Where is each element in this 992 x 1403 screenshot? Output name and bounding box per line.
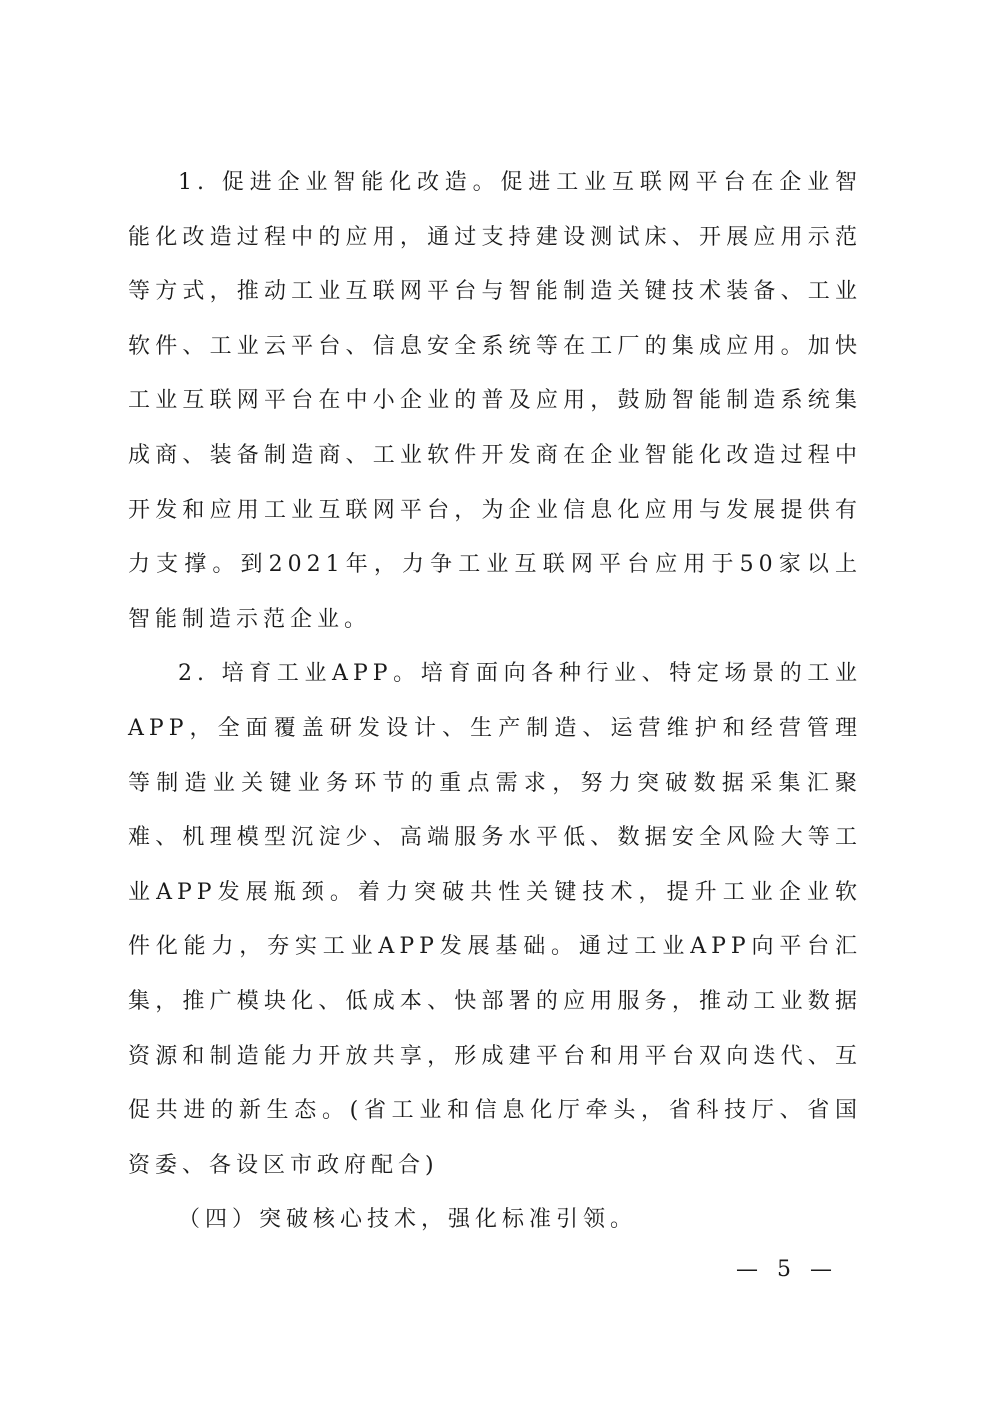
section-heading: （四）突破核心技术，强化标准引领。 (178, 1207, 638, 1233)
document-body (128, 156, 862, 1248)
paragraph-enterprise-intelligent-transformation: 1. 促进企业智能化改造。促进工业互联网平台在企业智能化改造过程中的应用，通过支持建设测试床、开展应用示范等方式，推动工业互联网平台与智能制造关键技术装备、工业软件、工业云平台、信息安全系统等在工厂的集成应用。加快工业互联网平台在中小企业的普及应用，鼓励智能制造系统集成商、装备制造商、工业软件开发商在企业智能化改造过程中开发和应用工业互联网平台，为企业信息化应用与发展提供有力支撑。到2021年，力争工业互联网平台应用于50家以上智能制造示范企业。 (128, 170, 862, 632)
page-number: — 5 — (736, 1257, 838, 1282)
paragraph-industrial-app: 2. 培育工业APP。培育面向各种行业、特定场景的工业APP，全面覆盖研发设计、生产制造、运营维护和经营管理等制造业关键业务环节的重点需求，努力突破数据采集汇聚难、机理模型沉淀少、高端服务水平低、数据安全风险大等工业APP发展瓶颈。着力突破共性关键技术，提升工业企业软件化能力，夯实工业APP发展基础。通过工业APP向平台汇集，推广模块化、低成本、快部署的应用服务，推动工业数据资源和制造能力开放共享，形成建平台和用平台双向迭代、互促共进的新生态。(省工业和信息化厅牵头，省科技厅、省国资委、各设区市政府配合) (128, 661, 862, 1178)
